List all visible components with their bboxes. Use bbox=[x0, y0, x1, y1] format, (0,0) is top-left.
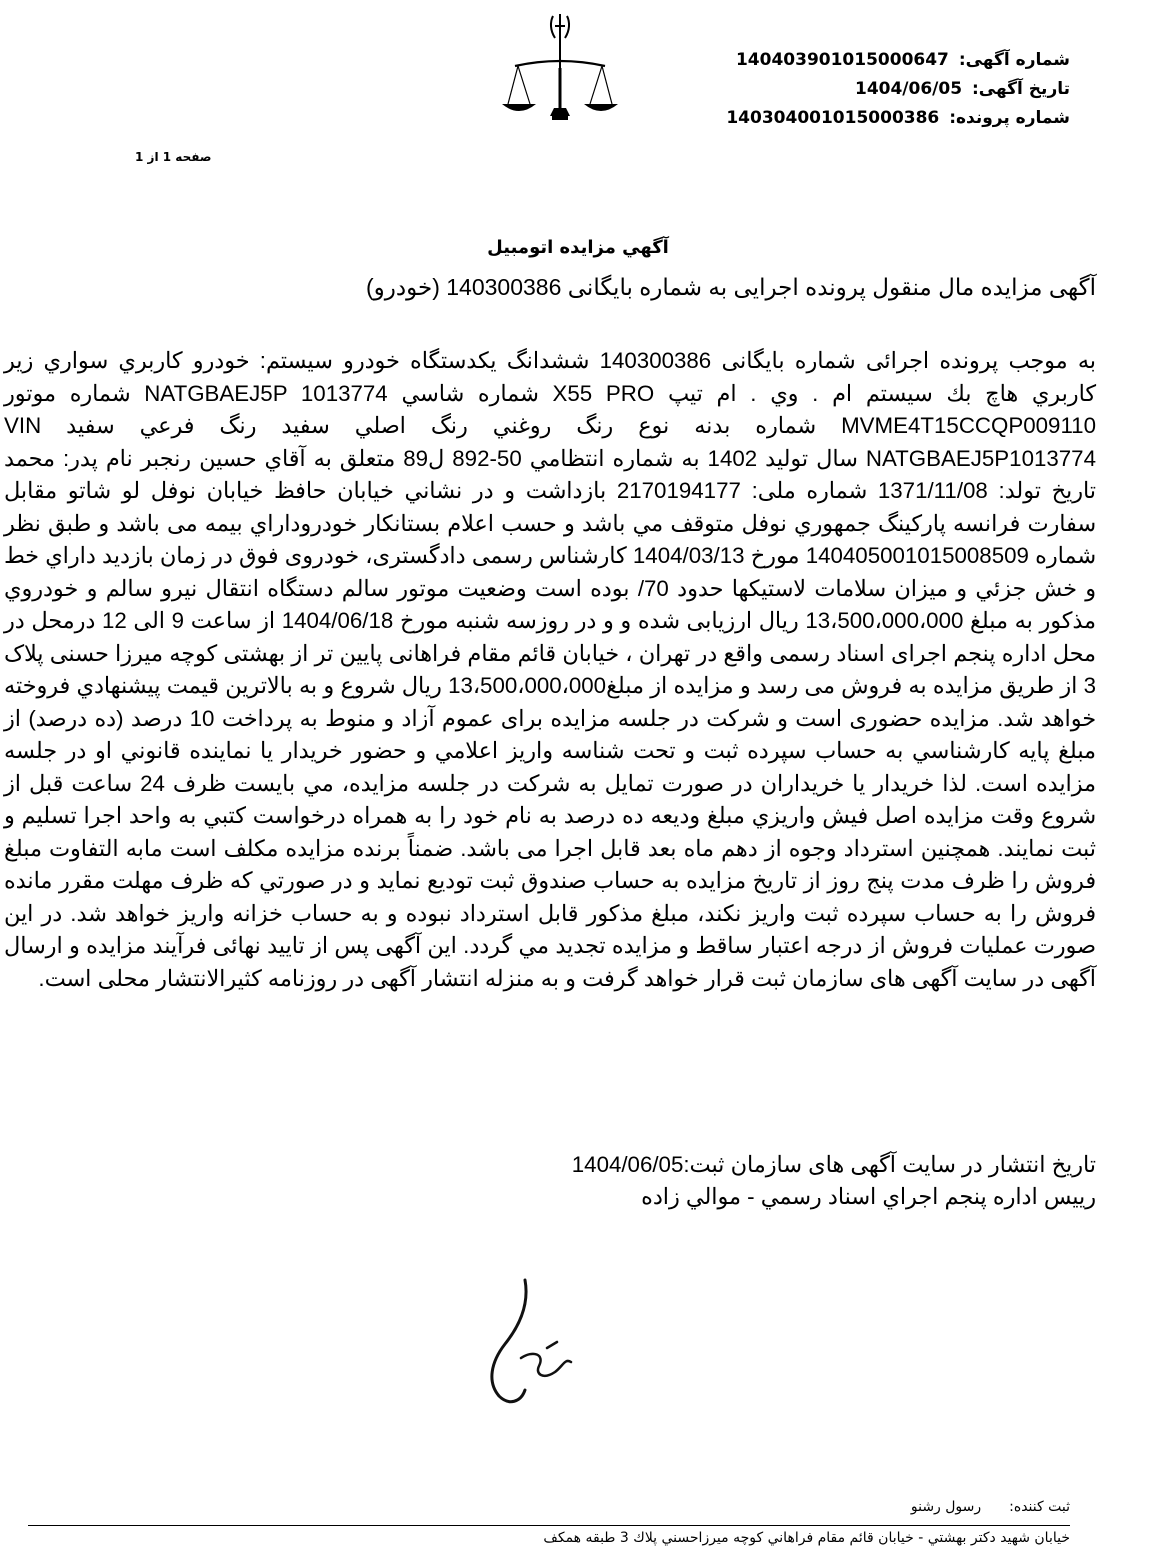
page-number: صفحه 1 از 1 bbox=[135, 150, 212, 164]
document-title: آگهي مزايده اتومبيل bbox=[487, 237, 669, 258]
notice-date-row bbox=[726, 75, 1070, 104]
notice-number-row bbox=[726, 46, 1070, 75]
case-number-row bbox=[726, 104, 1070, 133]
publication-date-line: تاریخ انتشار در سایت آگهی های سازمان ثبت:1404/06/05 bbox=[571, 1152, 1096, 1177]
judiciary-emblem bbox=[470, 8, 650, 183]
notice-date: 1404/06/05 bbox=[854, 79, 963, 99]
registrar-name: رسول رشنو bbox=[910, 1499, 982, 1515]
notice-number-label: شماره آگهی: bbox=[958, 50, 1070, 70]
case-number: 140304001015000386 bbox=[726, 108, 940, 128]
document-subtitle: آگهی مزایده مال منقول پرونده اجرایی به شماره بایگانی 140300386 (خودرو) bbox=[365, 274, 1096, 300]
registrar-line bbox=[911, 1499, 1070, 1515]
case-number-label: شماره پرونده: bbox=[949, 108, 1070, 128]
notice-body: به موجب پرونده اجرائی شماره بایگانی 140300386 ششدانگ یکدستگاه خودرو سیستم: خودرو كاربري سواري زير كاربري هاچ بك سيستم ام . وي . ام تيپ X55 PRO شماره شاسي NATGBAEJ5P 1013774 شماره موتور MVME4T15CCQP009110 شماره بدنه نوع رنگ روغني رنگ اصلي سفيد رنگ فرعي سفيد VIN NATGBAEJ5P1013774 سال توليد 1402 به شماره انتظامي 50-892 ل89 متعلق به آقاي حسين رنجبر نام پدر: محمد تاريخ تولد: 1371/11/08 شماره ملی: 2170194177 بازداشت و در نشاني خيابان حافظ خيابان نوفل لو شاتو مقابل سفارت فرانسه پاركينگ جمهوري نوفل متوقف مي باشد و حسب اعلام بستانكار خودروداراي بيمه می باشد و طبق نظر شماره 140405001015008509 مورخ 1404/03/13 کارشناس رسمی دادگستری، خودروی فوق در زمان بازديد داراي خط و خش جزئي و ميزان سلامات لاستيكها حدود 70/ بوده است وضعيت موتور سالم دستگاه انتقال نيرو سالم و خودروي مذكور به مبلغ 13،500،000،000 ريال ارزیابی شده و و در روزسه شنبه مورخ 1404/06/18 از ساعت 9 الی 12 درمحل در محل اداره پنجم اجرای اسناد رسمی واقع در تهران ، خیابان قائم مقام فراهانی پایین تر از بهشتی کوچه میرزا حسنی پلاک 3 از طریق مزایده به فروش می رسد و مزایده از مبلغ13،500،000،000 ريال شروع و به بالاترين قيمت پيشنهادي فروخته خواهد شد. مزایده حضوری است و شرکت در جلسه مزایده برای عموم آزاد و منوط به پرداخت 10 درصد (ده درصد) از مبلغ پايه كارشناسي به حساب سپرده ثبت و تحت شناسه واريز اعلامي و حضور خريدار يا نماينده قانوني او در جلسه مزايده است. لذا خريدار يا خريداران در صورت تمايل به شركت در جلسه مزايده، مي بايست ظرف 24 ساعت قبل از شروع وقت مزايده اصل فيش واريزي مبلغ وديعه ده درصد به نام خود را به همراه درخواست كتبي به واحد اجرا تسليم و ثبت نمايند. همچنین استرداد وجوه از دهم ماه بعد قابل اجرا می باشد. ضمناً برنده مزایده مکلف است مابه التفاوت مبلغ فروش را ظرف مدت پنج روز از تاریخ مزایده به حساب صندوق ثبت توديع نمايد و در صورتي كه ظرف مهلت مقرر مانده فروش را به حساب سپرده ثبت واريز نكند، مبلغ مذكور قابل استرداد نبوده و به حساب خزانه واريز خواهد شد. در اين صورت عمليات فروش از درجه اعتبار ساقط و مزايده تجديد مي گردد. این آگهی پس از تایید نهائی فرآیند مزایده و ارسال آگهی در سایت آگهی های سازمان ثبت قرار خواهد گرفت و به منزله انتشار آگهی در روزنامه کثیرالانتشار محلی است. bbox=[4, 348, 1097, 991]
notice-number: 140403901015000647 bbox=[735, 50, 949, 70]
footer-address: خيابان شهيد دكتر بهشتي - خيابان قائم مقام فراهاني كوچه ميرزاحسني پلاك 3 طبقه همكف bbox=[543, 1530, 1070, 1546]
footer-divider bbox=[28, 1525, 1070, 1526]
notice-date-label: تاریخ آگهی: bbox=[971, 79, 1070, 99]
handwritten-signature bbox=[425, 1262, 595, 1422]
notice-meta bbox=[726, 46, 1070, 133]
signature-icon bbox=[425, 1262, 595, 1422]
registrar-label: ثبت کننده: bbox=[1009, 1499, 1070, 1515]
signer-line: رييس اداره پنجم اجراي اسناد رسمي - موالي زاده bbox=[641, 1184, 1096, 1209]
judiciary-scales-emblem-icon bbox=[470, 8, 650, 183]
